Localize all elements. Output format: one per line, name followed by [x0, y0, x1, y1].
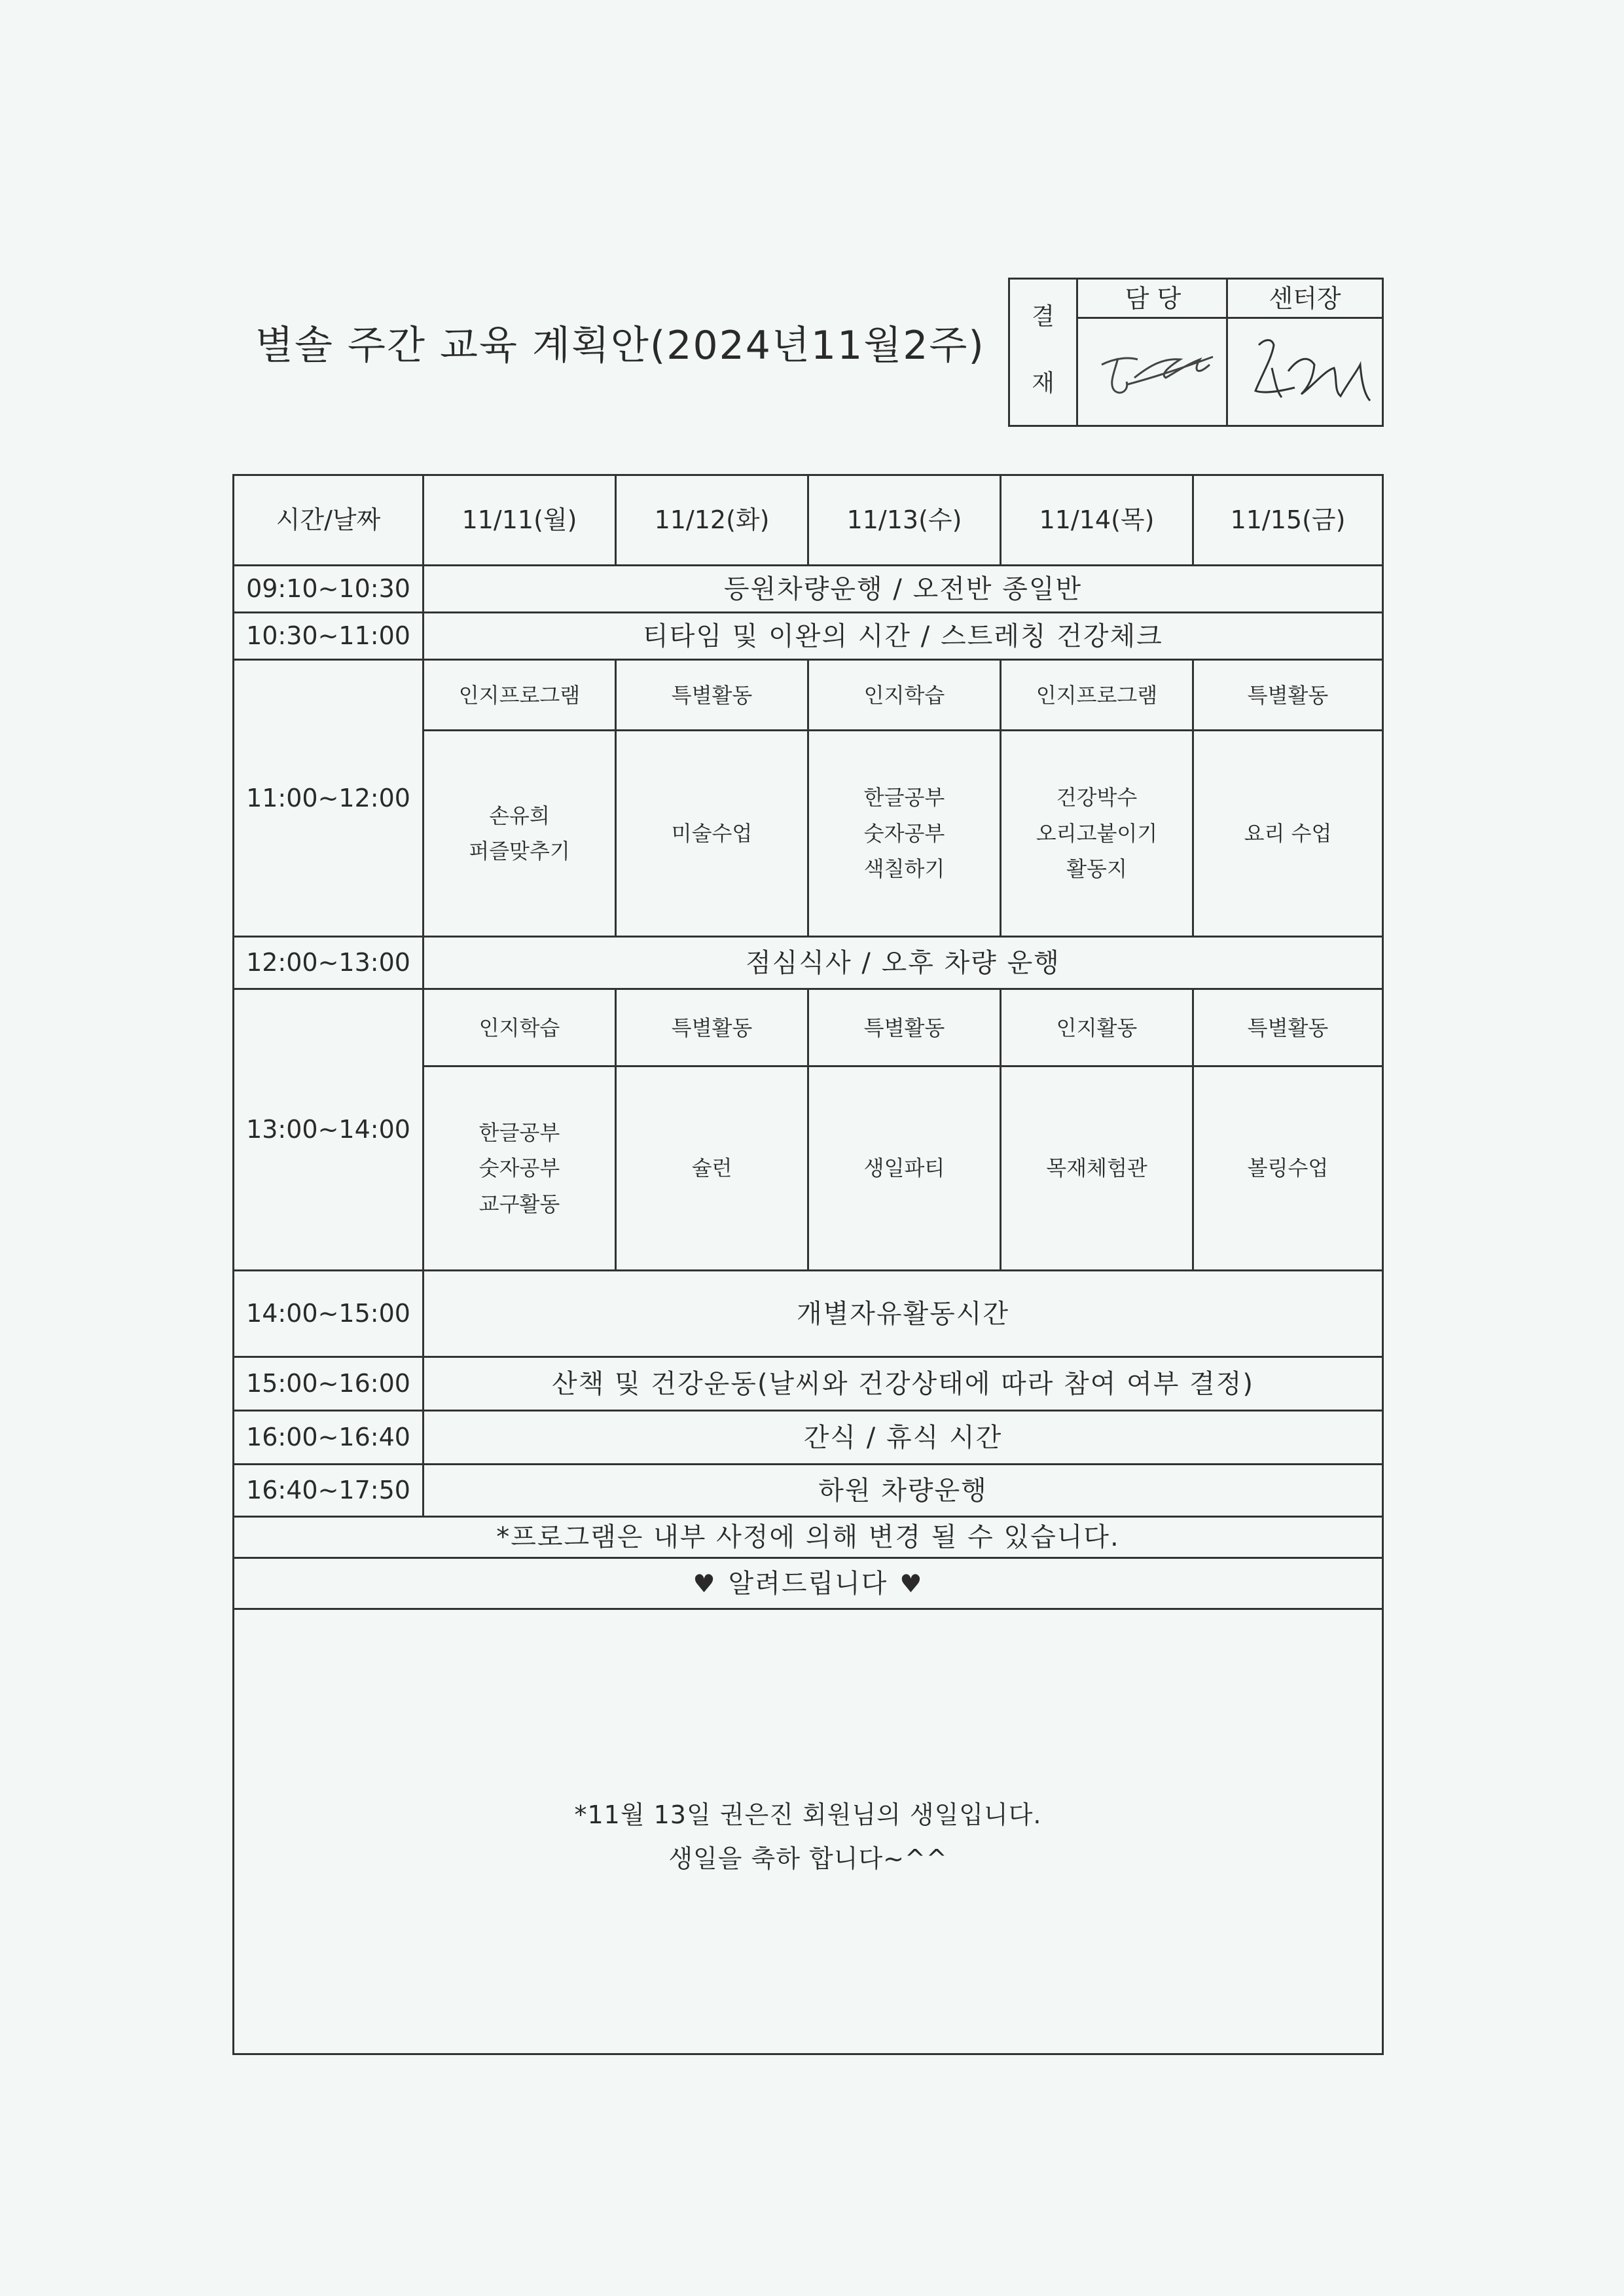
category-cell: 인지프로그램	[1001, 660, 1193, 731]
day-header: 11/11(월)	[424, 475, 616, 566]
header-time: 시간/날짜	[234, 475, 424, 566]
category-cell: 인지학습	[424, 989, 616, 1066]
activity-span: 산책 및 건강운동(날씨와 건강상태에 따라 참여 여부 결정)	[424, 1357, 1383, 1411]
activity-line: 생일파티	[863, 1156, 945, 1181]
notice-line: 생일을 축하 합니다~^^	[668, 1844, 948, 1873]
table-row	[234, 937, 1383, 989]
table-row	[234, 566, 1383, 613]
activity-line: 볼링수업	[1247, 1156, 1329, 1181]
footnote-row	[234, 1517, 1383, 1558]
activity-span: 등원차량운행 / 오전반 종일반	[424, 566, 1383, 613]
category-cell: 인지프로그램	[424, 660, 616, 731]
approval-divider	[1226, 280, 1228, 425]
activity-line: 건강박수	[1056, 785, 1138, 811]
activity-line: 목재체험관	[1046, 1156, 1147, 1181]
activity-cell	[1193, 731, 1383, 937]
table-row	[234, 660, 1383, 731]
day-header: 11/13(수)	[808, 475, 1001, 566]
activity-line: 손유희	[489, 803, 550, 828]
day-header: 11/12(화)	[616, 475, 808, 566]
notice-line: *11월 13일 권은진 회원님의 생일입니다.	[574, 1800, 1042, 1829]
approval-header-director: 센터장	[1228, 280, 1382, 319]
time-cell: 16:40~17:50	[234, 1465, 424, 1517]
schedule-table	[232, 474, 1384, 2055]
activity-line: 숫자공부	[478, 1156, 560, 1181]
activity-cell	[424, 731, 616, 937]
table-row	[234, 989, 1383, 1066]
day-header: 11/15(금)	[1193, 475, 1383, 566]
time-cell: 15:00~16:00	[234, 1357, 424, 1411]
activity-cell	[1001, 1066, 1193, 1271]
time-cell: 14:00~15:00	[234, 1271, 424, 1357]
time-cell: 11:00~12:00	[234, 660, 424, 937]
approval-header-manager: 담 당	[1078, 280, 1228, 319]
notice-body-row	[234, 1609, 1383, 2054]
footnote: *프로그램은 내부 사정에 의해 변경 될 수 있습니다.	[234, 1517, 1383, 1558]
category-cell: 특별활동	[616, 989, 808, 1066]
activity-line: 숫자공부	[863, 820, 945, 846]
category-cell: 특별활동	[1193, 989, 1383, 1066]
activity-line: 슐런	[691, 1156, 732, 1181]
category-cell: 특별활동	[808, 989, 1001, 1066]
category-cell: 인지활동	[1001, 989, 1193, 1066]
approval-label-top: 결	[1032, 303, 1055, 330]
approval-label	[1010, 280, 1078, 425]
category-cell: 특별활동	[1193, 660, 1383, 731]
category-cell: 인지학습	[808, 660, 1001, 731]
director-signature	[1236, 319, 1377, 427]
time-cell: 13:00~14:00	[234, 989, 424, 1271]
table-row	[234, 1411, 1383, 1465]
notice-title-row	[234, 1558, 1383, 1609]
time-cell: 12:00~13:00	[234, 937, 424, 989]
activity-line: 활동지	[1066, 856, 1127, 882]
activity-line: 미술수업	[671, 820, 753, 846]
activity-line: 교구활동	[478, 1191, 560, 1216]
activity-span: 점심식사 / 오후 차량 운행	[424, 937, 1383, 989]
activity-cell	[616, 1066, 808, 1271]
heart-icon: ♥	[693, 1569, 717, 1598]
notice-title-cell	[234, 1558, 1383, 1609]
activity-span: 개별자유활동시간	[424, 1271, 1383, 1357]
table-row	[234, 613, 1383, 660]
approval-label-bottom: 재	[1032, 370, 1055, 397]
day-header: 11/14(목)	[1001, 475, 1193, 566]
activity-cell	[616, 731, 808, 937]
activity-cell	[808, 731, 1001, 937]
heart-icon: ♥	[899, 1569, 924, 1598]
activity-line: 색칠하기	[863, 856, 945, 882]
manager-signature	[1089, 319, 1219, 427]
page-title: 별솔 주간 교육 계획안(2024년11월2주)	[255, 323, 985, 369]
time-cell: 10:30~11:00	[234, 613, 424, 660]
activity-span: 티타임 및 이완의 시간 / 스트레칭 건강체크	[424, 613, 1383, 660]
activity-line: 한글공부	[478, 1120, 560, 1145]
activity-cell	[1001, 731, 1193, 937]
activity-line: 요리 수업	[1244, 820, 1332, 846]
activity-cell	[808, 1066, 1001, 1271]
activity-cell	[424, 1066, 616, 1271]
table-row	[234, 1465, 1383, 1517]
notice-body	[234, 1609, 1383, 2054]
approval-box	[1008, 278, 1384, 427]
notice-title: 알려드립니다	[728, 1568, 888, 1599]
header-row	[234, 475, 1383, 566]
time-cell: 16:00~16:40	[234, 1411, 424, 1465]
activity-cell	[1193, 1066, 1383, 1271]
activity-line: 퍼즐맞추기	[469, 839, 570, 864]
table-row	[234, 1357, 1383, 1411]
activity-line: 한글공부	[863, 785, 945, 811]
category-cell: 특별활동	[616, 660, 808, 731]
time-cell: 09:10~10:30	[234, 566, 424, 613]
activity-line: 오리고붙이기	[1036, 820, 1158, 846]
table-row	[234, 1271, 1383, 1357]
activity-span: 간식 / 휴식 시간	[424, 1411, 1383, 1465]
activity-span: 하원 차량운행	[424, 1465, 1383, 1517]
